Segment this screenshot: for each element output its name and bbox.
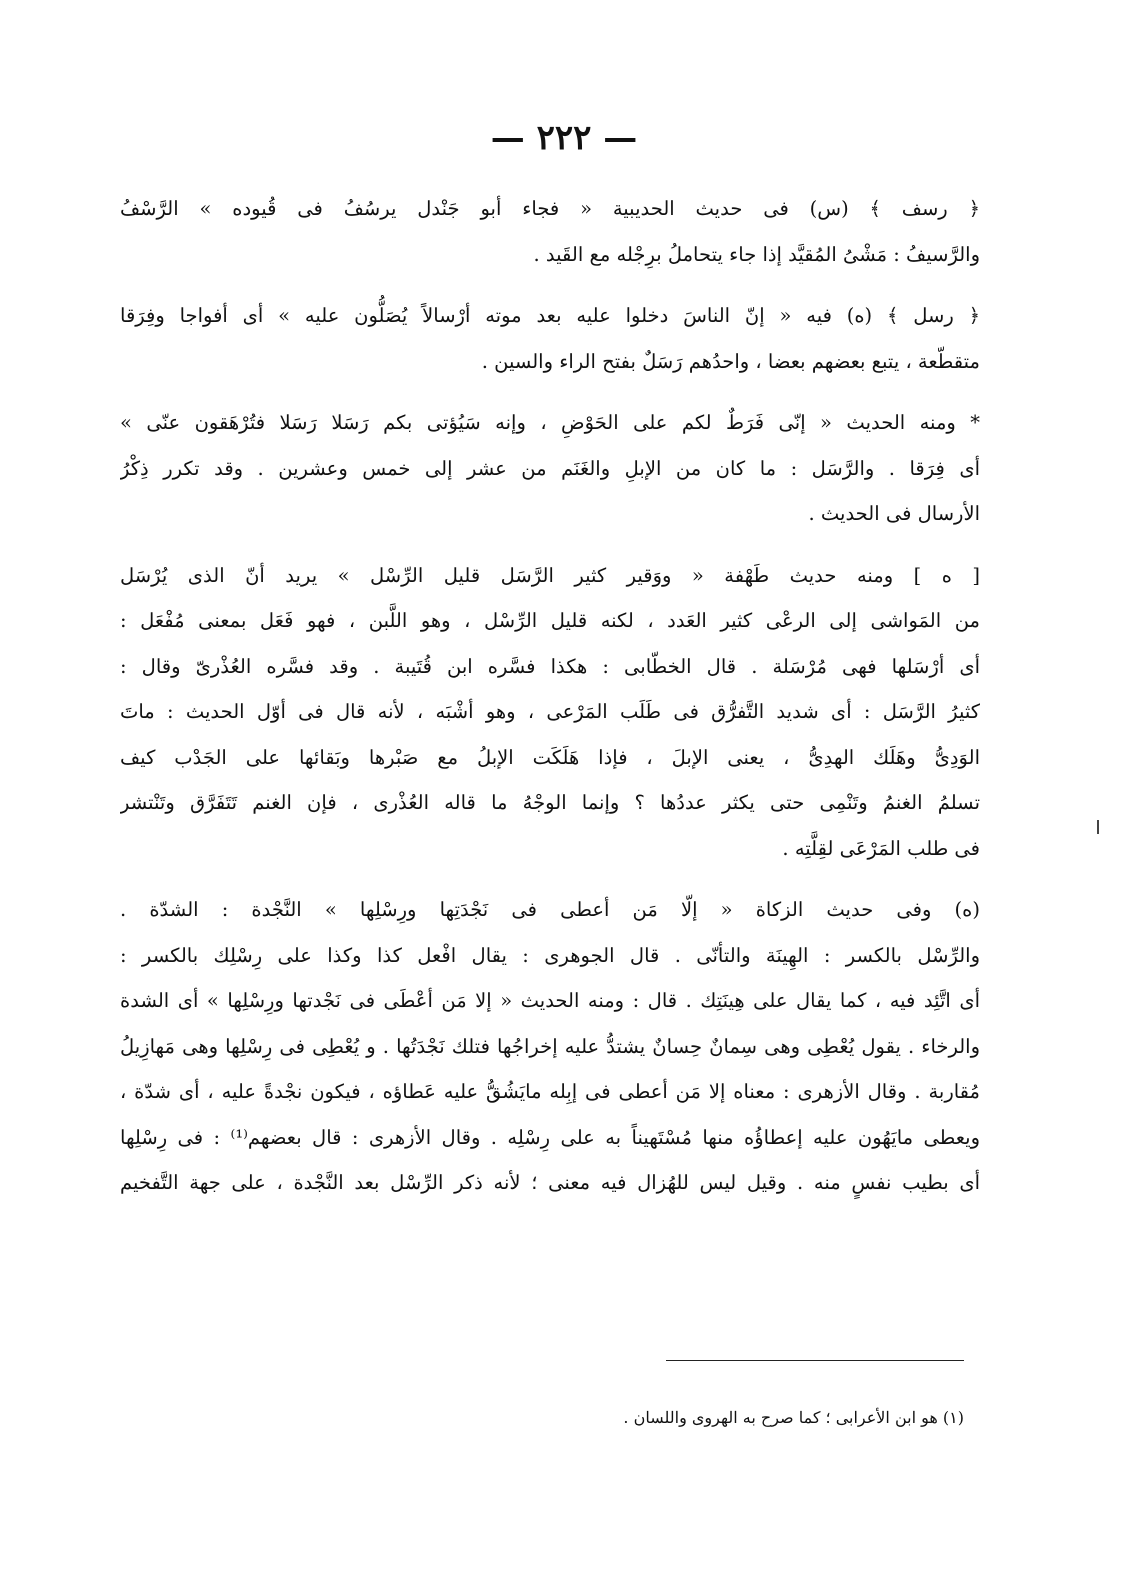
- text-line: من المَواشى إلى الرعْى كثير العَدد ، لكنه قليل الرِّسْل ، وهو اللَّبن ، فهو فَعَل بمعنى مُفْعَل :: [120, 609, 980, 632]
- text-line: مُقاربة . وقال الأزهرى : معناه إلا مَن أعطى فى إبِله مايَشُقُّ عليه عَطاؤه ، فيكون نجْدةً عليه ، أى شدّة ،: [120, 1080, 980, 1103]
- text-line: متقطّعة ، يتبع بعضهم بعضا ، واحدُهم رَسَلٌ بفتح الراء والسين .: [481, 349, 980, 373]
- text-line: أى أرْسَلها فهى مُرْسَلة . قال الخطّابى : هكذا فسَّره ابن قُتَيبة . وقد فسَّره العُذْرىّ وقال :: [120, 654, 980, 678]
- entry-hadith-tahfa: [120, 553, 980, 872]
- text-line: فى طلب المَرْعَى لقِلَّتِه .: [782, 836, 980, 860]
- text-line: تسلمُ الغنمُ وتَنْمِى حتى يكثر عددُها ؟ وإنما الوجْهُ ما قاله العُذْرى ، فإن الغنم تَتَفَرَّق وتَنْتشر: [120, 791, 980, 814]
- footnote: (١) هو ابن الأعرابى ؛ كما صرح به الهروى واللسان .: [623, 1408, 964, 1427]
- entry-rasal: [120, 293, 980, 384]
- text-line: أى اتَّئِد فيه ، كما يقال على هِينَتِك . قال : ومنه الحديث « إلا مَن أعْطَى فى نَجْدتها ورِسْلِها » أى الشدة: [120, 989, 980, 1012]
- text-line: والرَّسيفُ : مَشْىُ المُقيَّد إذا جاء يتحاملُ برِجْله مع القَيد .: [533, 242, 980, 266]
- footnote-divider: [666, 1360, 964, 1361]
- entry-hadith-farat: [120, 400, 980, 537]
- text-line: (ه) وفى حديث الزكاة « إلّا مَن أعطى فى نَجْدَتِها ورِسْلِها » النَّجْدة : الشدّة .: [120, 898, 980, 921]
- text-line: ﴿ رسف ﴾ (س) فى حديث الحديبية « فجاء أبو جَنْدل يرسُفُ فى قُيوده » الرَّسْفُ: [120, 197, 980, 220]
- text-line: * ومنه الحديث « إنّى فَرَطٌ لكم على الحَوْضِ ، وإنه سَيُؤتى بكم رَسَلا رَسَلا فتُرْهَقون عنّى »: [120, 411, 980, 434]
- text-line: الوَدِىُّ وهَلَك الهدِىُّ ، يعنى الإبلَ ، فإذا هَلَكَت الإبلُ مع صَبْرها وبَقائها على الجَدْب كيف: [120, 745, 980, 769]
- page-number: — ٢٢٢ —: [490, 118, 638, 158]
- text-line: كثيرُ الرَّسَل : أى شديد التَّفرُّق فى طَلَب المَرْعى ، وهو أشْبَه ، لأنه قال فى أوّل الحديث : ماتَ: [120, 700, 980, 723]
- text-line: أى بطيب نفسٍ منه . وقيل ليس للهُزال فيه معنى ؛ لأنه ذكر الرِّسْل بعد النَّجْدة ، على جهة التَّفخيم: [120, 1171, 980, 1194]
- entry-hadith-zakat: [120, 887, 980, 1206]
- page-body: [120, 186, 980, 1222]
- text-line: ويعطى مايَهُون عليه إعطاؤُه منها مُسْتَهيناً به على رِسْلِه . وقال الأزهرى : قال بعضهم⁽¹⁾ : فى رِسْلِها: [120, 1125, 980, 1149]
- text-line: ﴿ رسل ﴾ (ه) فيه « إنّ الناسَ دخلوا عليه بعد موته أرْسالاً يُصَلُّون عليه » أى أفواجا وفِرَقا: [120, 304, 980, 327]
- text-line: أى فِرَقا . والرَّسَل : ما كان من الإبلِ والغَنَم من عشر إلى خمس وعشرين . وقد تكرر ذِكْرُ: [120, 456, 980, 480]
- text-line: والرخاء . يقول يُعْطِى وهى سِمانٌ حِسانٌ يشتدُّ عليه إخراجُها فتلك نَجْدَتُها . و يُعْطِى فى رِسْلِها وهى مَهازِيلُ: [120, 1034, 980, 1058]
- text-line: الأرسال فى الحديث .: [808, 502, 980, 525]
- text-line: والرِّسْل بالكسر : الهِينَة والتأنّى . قال الجوهرى : يقال افْعل كذا وكذا على رِسْلِك بالكسر :: [120, 943, 980, 967]
- text-line: [ ه ] ومنه حديث طَهْفة « ووَقير كثير الرَّسَل قليل الرِّسْل » يريد أنّ الذى يُرْسَل: [120, 563, 980, 587]
- entry-rasaf: [120, 186, 980, 277]
- margin-mark: [1097, 820, 1099, 834]
